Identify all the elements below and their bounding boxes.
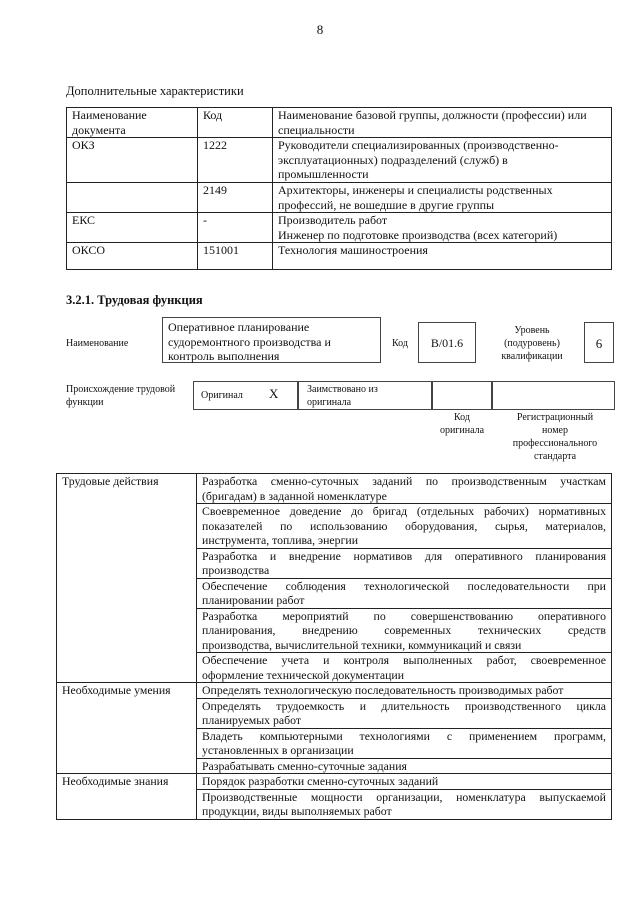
code-label: Код <box>392 338 408 349</box>
text-line: Определять технологическую последовательность производимых работ <box>202 683 564 697</box>
text-line: производства <box>202 563 270 577</box>
text-line: производства, вычислительной техники, коммуникаций и связи <box>202 637 522 652</box>
text-line: Производственные мощности организации, номенклатура выпускаемой <box>202 789 606 804</box>
borrowed-label-line: оригинала <box>307 397 352 408</box>
function-name-line: Оперативное планирование <box>168 320 310 334</box>
level-label-line: Уровень <box>514 325 550 336</box>
text-line: Определять трудоемкость и длительность производственного цикла <box>202 698 606 713</box>
characteristics-table <box>66 107 612 270</box>
doc-cell: ЕКС <box>67 213 198 243</box>
name-line: промышленности <box>278 167 369 181</box>
original-label: Оригинал <box>201 390 243 401</box>
caption-line: стандарта <box>533 451 577 462</box>
text-line: Разрабатывать сменно-суточные задания <box>202 758 407 773</box>
function-name-line: судоремонтного производства и <box>168 334 331 349</box>
caption-line: номер <box>542 425 568 436</box>
function-name-box <box>162 317 381 363</box>
labor-actions-label: Трудовые действия <box>57 474 197 683</box>
doc-cell: ОКСО <box>67 243 198 270</box>
table-header-row <box>67 108 612 138</box>
code-cell: - <box>198 213 273 243</box>
caption-line: профессионального <box>512 438 598 449</box>
name-line: Производитель работ <box>278 213 388 227</box>
skill-cell <box>197 698 612 728</box>
labor-action-cell <box>197 548 612 578</box>
text-line: планируемых работ <box>202 713 302 727</box>
skills-label: Необходимые умения <box>57 683 197 774</box>
header-cell: Наименование базовой группы, должности (профессии) или специальности <box>273 108 612 138</box>
text-line: Разработка и внедрение нормативов для оперативного планирования <box>202 548 606 563</box>
caption-line: Код <box>454 412 470 423</box>
doc-cell: ОКЗ <box>67 138 198 183</box>
table-row <box>67 138 612 183</box>
name-cell <box>273 183 612 213</box>
text-line: установленных в организации <box>202 743 354 757</box>
labor-action-cell <box>197 578 612 608</box>
level-value-box: 6 <box>584 322 614 363</box>
text-line: Своевременное доведение до бригад (отдельных рабочих) нормативных <box>202 504 606 518</box>
name-label: Наименование <box>66 338 129 349</box>
text-line: оформление технической документации <box>202 667 405 682</box>
text-line: продукции, виды выполняемых работ <box>202 804 392 818</box>
caption-line: оригинала <box>439 425 485 436</box>
name-line: Технология машиностроения <box>278 243 428 257</box>
text-line: Разработка мероприятий по совершенствованию оперативного <box>202 608 606 623</box>
borrowed-box <box>298 381 432 410</box>
code-cell: 2149 <box>198 183 273 213</box>
borrowed-label-line: Заимствовано из <box>307 384 378 395</box>
text-line: Владеть компьютерными технологиями с применением программ, <box>202 728 606 743</box>
name-line: Руководители специализированных (производственно- <box>278 138 559 152</box>
origin-label-line: функции <box>66 397 104 408</box>
original-mark: X <box>269 386 279 401</box>
table-row <box>57 774 612 790</box>
name-cell <box>273 243 612 270</box>
labor-action-cell <box>197 653 612 683</box>
skill-cell <box>197 758 612 774</box>
origin-label-line: Происхождение трудовой <box>66 384 176 395</box>
labor-action-cell <box>197 608 612 653</box>
skill-cell <box>197 728 612 758</box>
original-box <box>193 381 298 410</box>
text-line: планирования, внедрению современных технических средств <box>202 623 606 637</box>
header-cell: Код <box>198 108 273 138</box>
text-line: Разработка сменно-суточных заданий по производственным участкам <box>202 474 606 488</box>
name-cell <box>273 138 612 183</box>
section-heading: Дополнительные характеристики <box>66 84 244 98</box>
name-line: эксплуатационных) подразделений (служб) в <box>278 152 508 167</box>
level-label <box>486 324 578 363</box>
text-line: Обеспечение учета и контроля выполненных работ, своевременное <box>202 653 606 667</box>
name-cell <box>273 213 612 243</box>
reg-number-caption <box>494 411 616 463</box>
level-label-line: квалификации <box>501 351 563 362</box>
origin-label <box>66 383 175 409</box>
labor-action-cell <box>197 504 612 549</box>
name-line: Инженер по подготовке производства (всех категорий) <box>278 227 558 242</box>
header-cell: Наименование документа <box>67 108 198 138</box>
function-details-table <box>56 473 612 820</box>
page-number: 8 <box>316 22 324 37</box>
code-cell: 1222 <box>198 138 273 183</box>
knowledge-cell <box>197 774 612 790</box>
table-row <box>57 474 612 504</box>
table-row <box>57 683 612 699</box>
labor-action-cell <box>197 474 612 504</box>
code-original-caption <box>432 411 492 437</box>
knowledge-label: Необходимые знания <box>57 774 197 820</box>
table-row <box>67 183 612 213</box>
code-original-box <box>432 381 492 410</box>
doc-cell <box>67 183 198 213</box>
caption-line: Регистрационный <box>516 412 594 423</box>
function-name-line: контроль выполнения <box>168 349 280 363</box>
text-line: показателей по использованию оборудования, сырья, материалов, <box>202 518 606 533</box>
code-cell: 151001 <box>198 243 273 270</box>
text-line: планировании работ <box>202 593 305 607</box>
text-line: Обеспечение соблюдения технологической последовательности при <box>202 578 606 593</box>
text-line: (бригадам) в заданной номенклатуре <box>202 488 387 503</box>
name-line: профессий, не вошедшие в другие группы <box>278 197 495 212</box>
reg-number-box <box>492 381 615 410</box>
text-line: Порядок разработки сменно-суточных заданий <box>202 774 439 788</box>
name-line: Архитекторы, инженеры и специалисты родственных <box>278 183 553 197</box>
code-value-box: В/01.6 <box>418 322 476 363</box>
skill-cell <box>197 683 612 699</box>
knowledge-cell <box>197 789 612 819</box>
table-row <box>67 243 612 270</box>
level-label-line: (подуровень) <box>504 338 560 349</box>
function-section-title: 3.2.1. Трудовая функция <box>66 293 203 307</box>
table-row <box>67 213 612 243</box>
text-line: инструмента, топлива, энергии <box>202 533 359 547</box>
